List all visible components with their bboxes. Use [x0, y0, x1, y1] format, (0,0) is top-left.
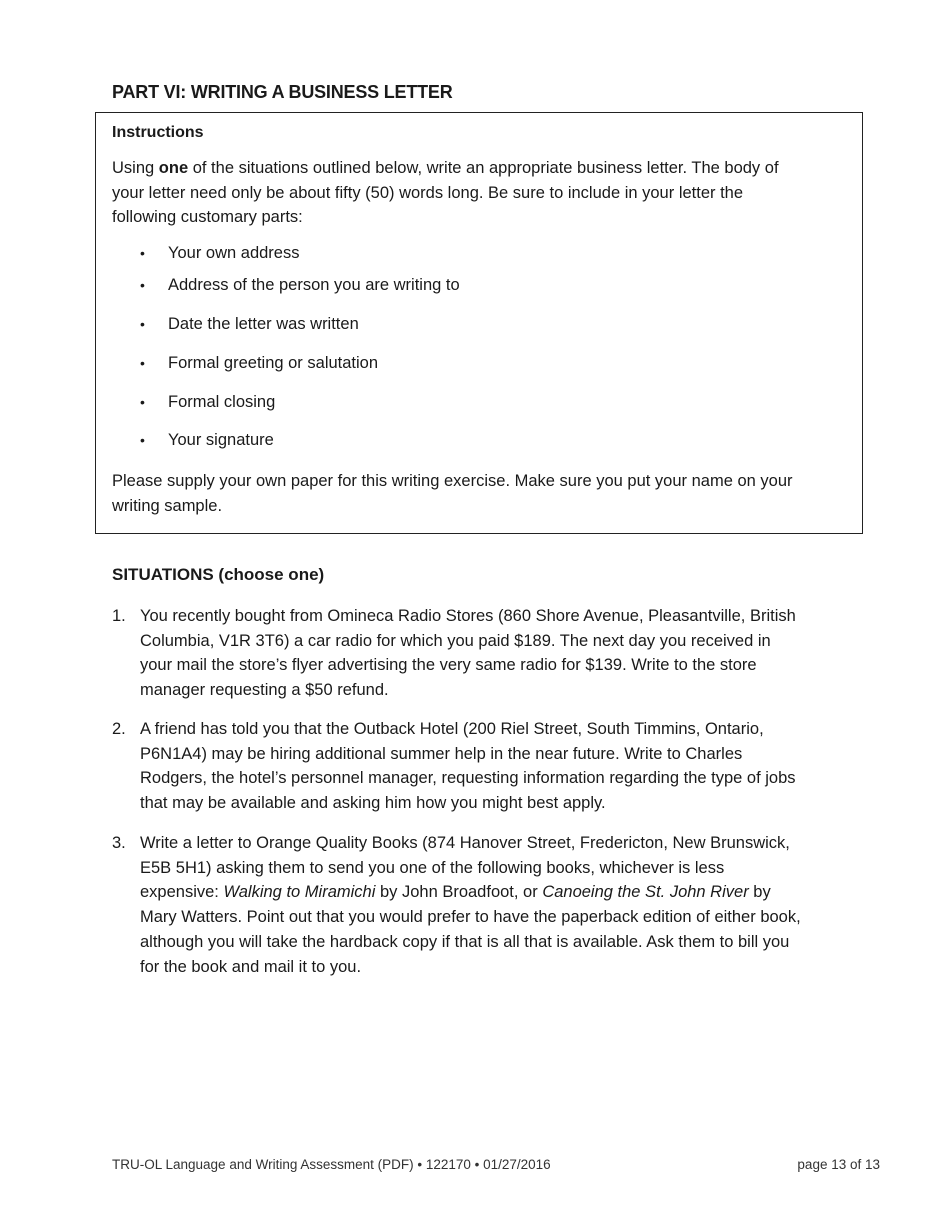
- situation-text-part: by Mary Watters. Point out that you would prefer to have the paperback edition of either book, although you will take the hardback copy if that is all that is available. Ask them to bill you for the book and mail it to you.: [140, 883, 801, 976]
- intro-text-before: Using: [112, 159, 159, 177]
- book-title-canoeing: Canoeing the St. John River: [542, 883, 749, 902]
- situation-text: A friend has told you that the Outback Hotel (200 Riel Street, South Timmins, Ontario, P6N1A4) may be hiring additional summer help in the near future. Write to Charles Rodgers, the hotel’s personnel manager, requesting information regarding the type of jobs that may be available and asking him how you might best apply.: [140, 720, 796, 813]
- list-item-text: Your own address: [168, 244, 300, 262]
- list-item-text: Formal closing: [168, 393, 276, 411]
- instructions-intro: [112, 156, 802, 230]
- situation-text-part: Write a letter to Orange Quality Books (874 Hanover Street, Fredericton, New Brunswick, E5B 5H1) asking them to send you one of the following books, whichever is less expensive:: [140, 834, 790, 902]
- instructions-title: Instructions: [112, 124, 204, 141]
- footer-page-number: page 13 of 13: [797, 1157, 880, 1172]
- bullet-icon: •: [140, 355, 145, 371]
- situation-text-part: by John Broadfoot, or: [375, 883, 543, 902]
- situations-heading: SITUATIONS (choose one): [112, 565, 325, 584]
- bullet-icon: •: [140, 316, 145, 332]
- intro-text-after: of the situations outlined below, write an appropriate business letter. The body of your letter need only be about fifty (50) words long. Be sure to include in your letter the following customary parts:: [112, 159, 779, 226]
- bullet-icon: •: [140, 432, 145, 448]
- list-item-text: Formal greeting or salutation: [168, 354, 379, 372]
- situation-number: 1.: [112, 607, 126, 625]
- page-heading: PART VI: WRITING A BUSINESS LETTER: [112, 82, 453, 102]
- list-item-text: Date the letter was written: [168, 315, 359, 333]
- footer-document-info: TRU-OL Language and Writing Assessment (PDF) • 122170 • 01/27/2016: [112, 1157, 551, 1172]
- bullet-icon: •: [140, 277, 145, 293]
- intro-text-bold: one: [158, 159, 189, 177]
- bullet-icon: •: [140, 394, 145, 410]
- instructions-box: [95, 112, 863, 534]
- book-title-walking: Walking to Miramichi: [223, 883, 376, 902]
- list-item-text: Address of the person you are writing to: [168, 276, 460, 294]
- situation-text: You recently bought from Omineca Radio Stores (860 Shore Avenue, Pleasantville, British Columbia, V1R 3T6) a car radio for which you paid $189. The next day you received in your mail the store’s flyer advertising the very same radio for $139. Write to the store manager requesting a $50 refund.: [140, 607, 796, 700]
- situation-number: 2.: [112, 720, 126, 738]
- bullet-icon: •: [140, 245, 145, 261]
- situation-text: [140, 831, 804, 979]
- instructions-closing: Please supply your own paper for this writing exercise. Make sure you put your name on your writing sample.: [112, 472, 793, 515]
- list-item-text: Your signature: [168, 431, 274, 449]
- situation-number: 3.: [112, 834, 126, 852]
